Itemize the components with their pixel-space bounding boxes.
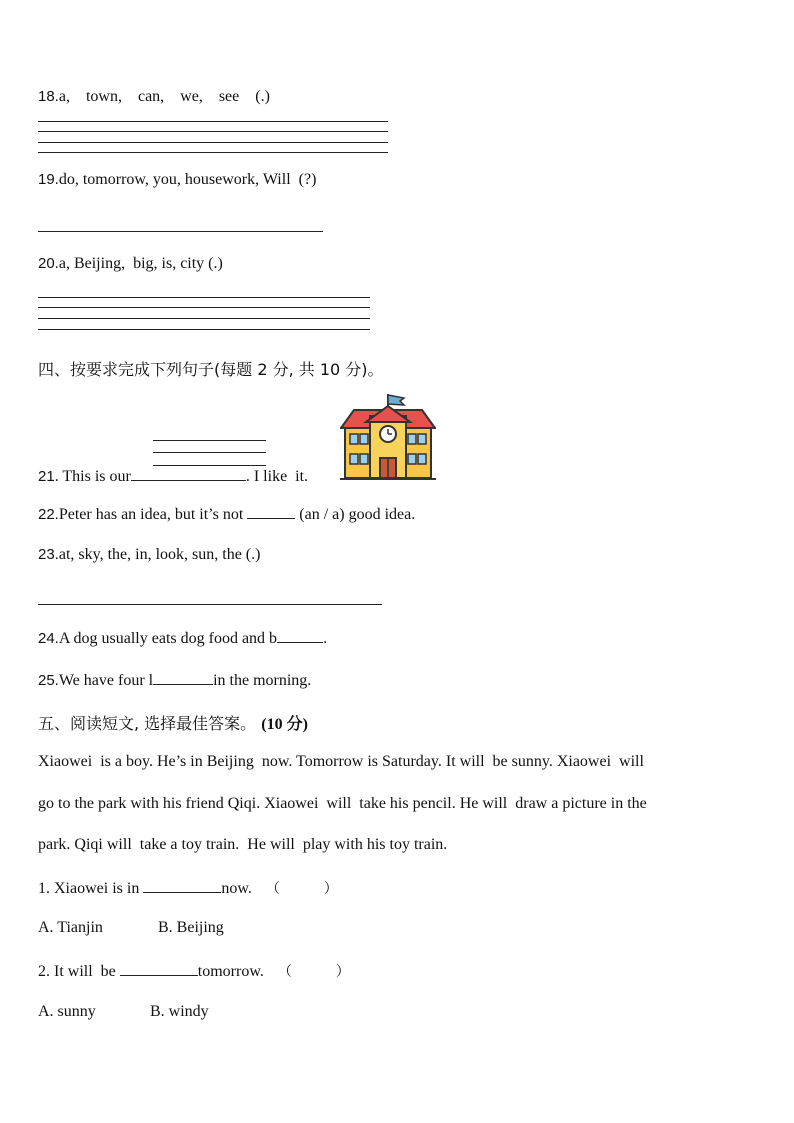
question-18 [38, 88, 270, 106]
question-text-before: . This is our [54, 468, 131, 485]
question-number: 24. [38, 630, 59, 647]
answer-line[interactable] [38, 121, 388, 122]
question-number: 18. [38, 88, 59, 105]
section-5-title: 五、阅读短文, 选择最佳答案。 [38, 714, 257, 733]
question-text-after: in the morning. [213, 672, 312, 689]
question-text: a, town, can, we, see (.) [58, 88, 270, 105]
mc-2-option-a: A. sunny [38, 1003, 96, 1020]
question-text-after: . [323, 630, 328, 647]
mc-stem-after: now. [221, 880, 252, 897]
mc-stem-after: tomorrow. [197, 963, 264, 980]
answer-line[interactable] [38, 131, 388, 132]
answer-bracket-close: ） [323, 881, 338, 897]
answer-blank[interactable] [143, 878, 221, 893]
passage-line-2: go to the park with his friend Qiqi. Xiaowei will take his pencil. He will draw a picture in the [38, 795, 647, 812]
mc-stem-before: 2. It will be [38, 963, 116, 980]
answer-line[interactable] [38, 329, 370, 330]
mc-2-option-b: B. windy [150, 1003, 209, 1020]
question-number: 20. [38, 255, 59, 272]
question-text-after: (an / a) good idea. [299, 506, 416, 523]
answer-line[interactable] [38, 142, 388, 143]
question-text-after: . I like it. [245, 468, 309, 485]
answer-line[interactable] [38, 152, 388, 153]
question-number: 22. [38, 506, 59, 523]
question-20 [38, 255, 223, 273]
section-5-points: (10 分) [261, 716, 308, 733]
answer-bracket-open: （ [277, 964, 292, 980]
question-text-before: We have four l [58, 672, 154, 689]
question-number: 23. [38, 546, 59, 563]
question-22 [38, 504, 415, 524]
answer-line[interactable] [38, 318, 370, 319]
question-19 [38, 171, 316, 189]
question-number: 19. [38, 171, 59, 188]
school-building-icon [340, 392, 436, 482]
mc-question-2 [38, 961, 350, 981]
answer-blank[interactable] [120, 961, 198, 976]
answer-line[interactable] [153, 440, 266, 441]
question-number: 21 [38, 468, 55, 485]
answer-blank[interactable] [153, 670, 213, 685]
answer-line[interactable] [38, 604, 382, 605]
mc-question-1 [38, 878, 338, 898]
question-25 [38, 670, 311, 690]
question-text-before: Peter has an idea, but it’s not [58, 506, 244, 523]
question-text: do, tomorrow, you, housework, Will (?) [58, 171, 317, 188]
answer-bracket-close: ） [335, 964, 350, 980]
answer-line[interactable] [38, 297, 370, 298]
passage-line-3: park. Qiqi will take a toy train. He will play with his toy train. [38, 836, 448, 853]
section-5-heading [38, 711, 308, 734]
question-21 [38, 466, 308, 486]
question-24 [38, 628, 327, 648]
answer-blank[interactable] [131, 466, 246, 481]
question-text: at, sky, the, in, look, sun, the (.) [58, 546, 261, 563]
question-text: a, Beijing, big, is, city (.) [58, 255, 223, 272]
section-4-heading: 四、按要求完成下列句子(每题 2 分, 共 10 分)。 [38, 360, 384, 379]
answer-blank[interactable] [277, 628, 323, 643]
question-23 [38, 546, 260, 564]
mc-1-option-b: B. Beijing [158, 919, 224, 936]
answer-bracket-open: （ [265, 881, 280, 897]
answer-line[interactable] [153, 452, 266, 453]
answer-line[interactable] [38, 231, 323, 232]
mc-stem-before: 1. Xiaowei is in [38, 880, 140, 897]
question-number: 25. [38, 672, 59, 689]
passage-line-1: Xiaowei is a boy. He’s in Beijing now. Tomorrow is Saturday. It will be sunny. Xiaowei will [38, 753, 644, 770]
answer-line[interactable] [38, 307, 370, 308]
answer-blank[interactable] [247, 504, 295, 519]
question-text-before: A dog usually eats dog food and b [58, 630, 278, 647]
mc-1-option-a: A. Tianjin [38, 919, 103, 936]
